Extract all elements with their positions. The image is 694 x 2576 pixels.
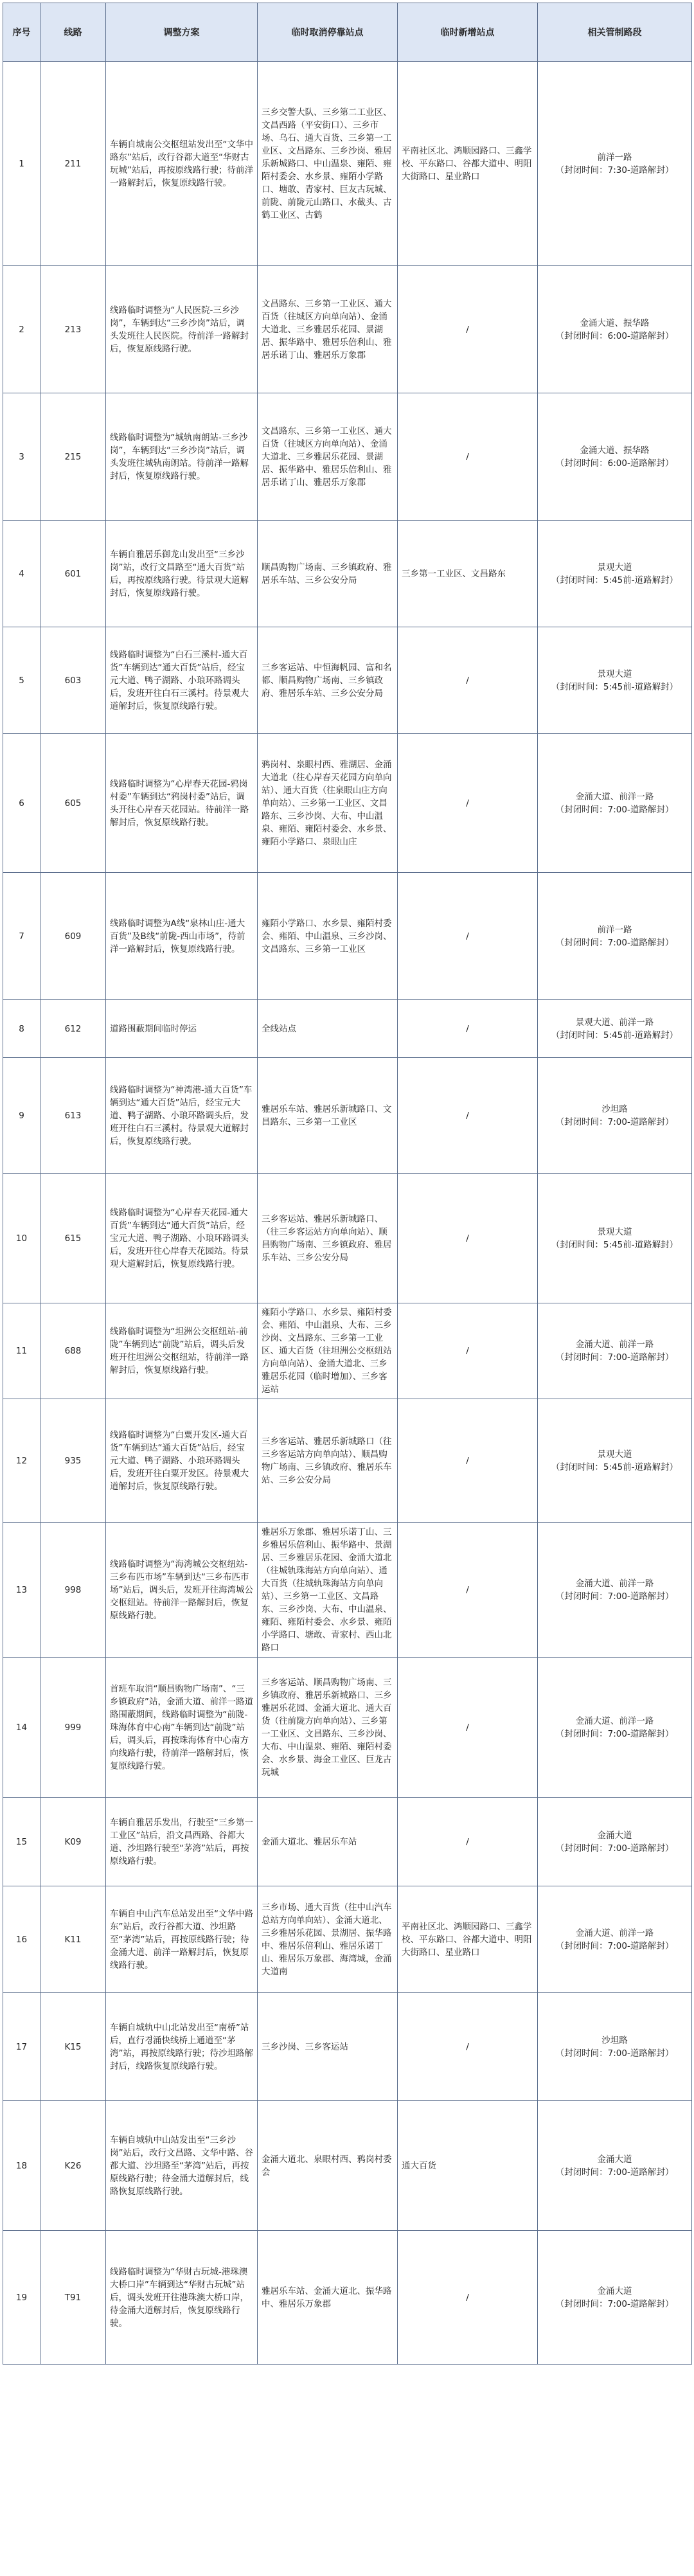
table-row — [3, 873, 692, 1000]
row-cancel-stops: 雅居乐万象郡、雅居乐诺丁山、三乡雅居乐倍利山、振华路中、景湖居、三乡雅居乐花园、金涌大道北（往城轨珠海站方向单向站）、通大百货（往城轨珠海站方向单向站）、三乡第一工业区、文昌路东、三乡沙岗、大布、中山温泉、雍陌、雍陌村委会、水乡景、雍陌小学路口、塘敢、青家村、西山北路口 — [258, 1523, 398, 1658]
control-road: 景观大道、前洋一路 — [575, 1017, 654, 1028]
table-row — [3, 62, 692, 266]
row-no: 15 — [3, 1798, 40, 1886]
row-line: 615 — [40, 1174, 106, 1303]
row-plan: 线路临时调整为A线“泉林山庄-通大百货”及B线“前陇-西山市场”，待前洋一路解封后，恢复原线路行驶。 — [106, 873, 258, 1000]
control-time: （封闭时间：7:00-道路解封） — [555, 2298, 674, 2309]
row-new-stops: / — [398, 1303, 538, 1399]
row-cancel-stops: 顺昌购物广场南、三乡镇政府、雅居乐车站、三乡公安分局 — [258, 521, 398, 627]
table-row — [3, 1058, 692, 1174]
row-control-section — [538, 627, 692, 734]
control-road: 金涌大道、前洋一路 — [575, 791, 654, 802]
control-time: （封闭时间：5:45前-道路解封） — [551, 1030, 679, 1041]
row-new-stops: / — [398, 1174, 538, 1303]
row-no: 17 — [3, 1993, 40, 2101]
row-line: 688 — [40, 1303, 106, 1399]
row-control-section — [538, 873, 692, 1000]
row-line: 603 — [40, 627, 106, 734]
table-row — [3, 2101, 692, 2231]
control-road: 景观大道 — [597, 1449, 632, 1460]
row-plan: 车辆自雅居乐发出，行驶至“三乡第一工业区”站后，沿文昌西路、谷都大道、沙坦路行驶至“茅湾”站后，再按原线路行驶。 — [106, 1798, 258, 1886]
control-road: 金涌大道、前洋一路 — [575, 1715, 654, 1726]
row-plan: 车辆自城南公交枢纽站发出至“文华中路东”站后，改行谷都大道至“华财古玩城”站后，再按原线路行驶；待前洋一路解封后，恢复原线路行驶。 — [106, 62, 258, 266]
control-time: （封闭时间：6:00-道路解封） — [555, 330, 674, 341]
row-new-stops: / — [398, 1798, 538, 1886]
control-road: 景观大道 — [597, 562, 632, 573]
control-time: （封闭时间：5:45前-道路解封） — [551, 681, 679, 692]
row-cancel-stops: 三乡沙岗、三乡客运站 — [258, 1993, 398, 2101]
control-road: 前洋一路 — [597, 152, 632, 163]
row-new-stops: / — [398, 1058, 538, 1174]
control-road: 沙坦路 — [601, 1104, 628, 1114]
row-cancel-stops: 三乡市场、通大百货（往中山汽车总站方向单向站）、金涌大道北、三乡雅居乐花园、景湖居、振华路中、雅居乐倍利山、雅居乐诺丁山、雅居乐万象郡、海湾城，金涌大道南 — [258, 1886, 398, 1993]
row-plan: 道路围蔽期间临时停运 — [106, 1000, 258, 1058]
row-line: K15 — [40, 1993, 106, 2101]
row-new-stops: / — [398, 1993, 538, 2101]
row-no: 11 — [3, 1303, 40, 1399]
row-control-section — [538, 393, 692, 521]
control-road: 金涌大道 — [597, 2154, 632, 2165]
control-road: 金涌大道、前洋一路 — [575, 1339, 654, 1350]
row-line: K09 — [40, 1798, 106, 1886]
control-time: （封闭时间：7:30-道路解封） — [555, 165, 674, 175]
control-time: （封闭时间：7:00-道路解封） — [555, 1591, 674, 1602]
table-row — [3, 1174, 692, 1303]
control-time: （封闭时间：7:00-道路解封） — [555, 1843, 674, 1854]
control-time: （封闭时间：5:45前-道路解封） — [551, 1462, 679, 1472]
row-control-section — [538, 1523, 692, 1658]
row-line: 601 — [40, 521, 106, 627]
row-line: 211 — [40, 62, 106, 266]
row-cancel-stops: 雍陌小学路口、水乡景、雍陌村委会、雍陌、中山温泉、三乡沙岗、文昌路东、三乡第一工业区 — [258, 873, 398, 1000]
row-no: 4 — [3, 521, 40, 627]
row-cancel-stops: 文昌路东、三乡第一工业区、通大百货（往城区方向单向站）、金涌大道北、三乡雅居乐花园、景湖居、振华路中、雅居乐倍利山、雅居乐诺丁山、雅居乐万象郡 — [258, 393, 398, 521]
table-row — [3, 521, 692, 627]
row-cancel-stops: 雅居乐车站、雅居乐新城路口、文昌路东、三乡第一工业区 — [258, 1058, 398, 1174]
row-cancel-stops: 全线站点 — [258, 1000, 398, 1058]
header-line: 线路 — [40, 3, 106, 62]
table-row — [3, 1993, 692, 2101]
table-row — [3, 627, 692, 734]
row-plan: 线路临时调整为“神湾港-通大百货”车辆到达“通大百货”站后，经宝元大道、鸭子湖路、小琅环路调头后，发班开往白石三溪村。待景观大道解封后，恢复原线路行驶。 — [106, 1058, 258, 1174]
row-control-section — [538, 1798, 692, 1886]
row-line: 605 — [40, 734, 106, 873]
row-no: 13 — [3, 1523, 40, 1658]
control-road: 景观大道 — [597, 1226, 632, 1237]
row-no: 18 — [3, 2101, 40, 2231]
table-row — [3, 734, 692, 873]
row-plan: 车辆自中山汽车总站发出至“文华中路东”站后，改行谷都大道、沙坦路至“茅湾”站后，再按原线路行驶；待金涌大道、前洋一路解封后，恢复原线路行驶。 — [106, 1886, 258, 1993]
control-road: 金涌大道、前洋一路 — [575, 1578, 654, 1589]
table-row — [3, 1000, 692, 1058]
row-plan: 线路临时调整为“白粟开发区-通大百货”车辆到达“通大百货”站后，经宝元大道、鸭子湖路、小琅环路调头后，发班开往白粟开发区。待景观大道解封后，恢复原线路行驶。 — [106, 1399, 258, 1523]
control-time: （封闭时间：5:45前-道路解封） — [551, 1239, 679, 1250]
table-row — [3, 1399, 692, 1523]
header-new-stops: 临时新增站点 — [398, 3, 538, 62]
control-time: （封闭时间：7:00-道路解封） — [555, 1116, 674, 1127]
row-new-stops: / — [398, 873, 538, 1000]
row-control-section — [538, 1399, 692, 1523]
control-road: 前洋一路 — [597, 924, 632, 935]
control-time: （封闭时间：7:00-道路解封） — [555, 2167, 674, 2178]
header-control-section: 相关管制路段 — [538, 3, 692, 62]
header-cancel-stops: 临时取消停靠站点 — [258, 3, 398, 62]
row-line: 935 — [40, 1399, 106, 1523]
table-row — [3, 393, 692, 521]
row-plan: 线路临时调整为“坦洲公交枢纽站-前陇”车辆到达“前陇”站后，调头后发班开往坦洲公交枢纽站，待前洋一路解封后，恢复原线路行驶。 — [106, 1303, 258, 1399]
control-road: 金涌大道 — [597, 2285, 632, 2296]
row-new-stops: 平南社区北、鸿顺园路口、三鑫学校、平东路口、谷都大道中、明阳大街路口、星业路口 — [398, 1886, 538, 1993]
row-line: K11 — [40, 1886, 106, 1993]
row-control-section — [538, 266, 692, 393]
control-time: （封闭时间：7:00-道路解封） — [555, 1728, 674, 1739]
row-new-stops: / — [398, 266, 538, 393]
bus-route-adjustment-table — [3, 3, 692, 2365]
row-control-section — [538, 1658, 692, 1798]
row-no: 12 — [3, 1399, 40, 1523]
row-cancel-stops: 文昌路东、三乡第一工业区、通大百货（往城区方向单向站）、金涌大道北、三乡雅居乐花园、景湖居、振华路中、雅居乐倍利山、雅居乐诺丁山、雅居乐万象郡 — [258, 266, 398, 393]
row-control-section — [538, 1303, 692, 1399]
row-plan: 线路临时调整为“华财古玩城-港珠澳大桥口岸”车辆到达“华财古玩城”站后，调头发班开往港珠澳大桥口岸，待金涌大道解封后，恢复原线路行驶。 — [106, 2231, 258, 2365]
control-time: （封闭时间：7:00-道路解封） — [555, 804, 674, 815]
row-cancel-stops: 三乡交警大队、三乡第二工业区、文昌西路（平安街口）、三乡市场、乌石、通大百货、三乡第一工业区、文昌路东、三乡沙岗、雅居乐新城路口、中山温泉、雍陌、雍陌村委会、水乡景、雍陌小学路口、塘敢、青家村、巨友古玩城、前陇、前陇元山路口、水截头、古鹤工业区、古鹤 — [258, 62, 398, 266]
row-cancel-stops: 三乡客运站、雅居乐新城路口、（往三乡客运站方向单向站）、顺昌购物广场南、三乡镇政府、雅居乐车站、三乡公安分局 — [258, 1174, 398, 1303]
header-no: 序号 — [3, 3, 40, 62]
row-cancel-stops: 金涌大道北、雅居乐车站 — [258, 1798, 398, 1886]
row-line: T91 — [40, 2231, 106, 2365]
control-time: （封闭时间：7:00-道路解封） — [555, 1940, 674, 1951]
row-control-section — [538, 1058, 692, 1174]
row-plan: 线路临时调整为“心岸春天花园-通大百货”车辆到达“通大百货”站后，经宝元大道、鸭子湖路、小琅环路调头后，发班开往心岸春天花园站。待景观大道解封后，恢复原线路行驶。 — [106, 1174, 258, 1303]
control-time: （封闭时间：5:45前-道路解封） — [551, 575, 679, 586]
table-row — [3, 2231, 692, 2365]
row-new-stops: / — [398, 734, 538, 873]
control-road: 沙坦路 — [601, 2035, 628, 2046]
row-no: 10 — [3, 1174, 40, 1303]
control-road: 金涌大道、前洋一路 — [575, 1928, 654, 1938]
table-row — [3, 1658, 692, 1798]
row-line: 213 — [40, 266, 106, 393]
row-new-stops: / — [398, 393, 538, 521]
table-row — [3, 1886, 692, 1993]
row-cancel-stops: 鸦岗村、泉眼村西、雅湖居、金涌大道北（往心岸春天花园方向单向站）、通大百货（往泉眼山庄方向单向站）、三乡第一工业区、文昌路东、三乡沙岗、大布、中山温泉、雍陌、雍陌村委会、水乡景、雍陌小学路口、泉眼山庄 — [258, 734, 398, 873]
row-cancel-stops: 雅居乐车站、金涌大道北、振华路中、雅居乐万象郡 — [258, 2231, 398, 2365]
row-control-section — [538, 62, 692, 266]
row-plan: 车辆自城轨中山北站发出至“南桥”站后，直行경涌快线桥上通道至“茅湾”站，再按原线路行驶；待沙坦路解封后，线路恢复原线路行驶。 — [106, 1993, 258, 2101]
table-row — [3, 1523, 692, 1658]
row-line: 613 — [40, 1058, 106, 1174]
control-road: 金涌大道 — [597, 1830, 632, 1841]
row-control-section — [538, 734, 692, 873]
row-plan: 线路临时调整为“白石三溪村-通大百货”车辆到达“通大百货”站后，经宝元大道、鸭子湖路、小琅环路调头后，发班开往白石三溪村。待景观大道解封后，恢复原线路行驶。 — [106, 627, 258, 734]
row-line: 999 — [40, 1658, 106, 1798]
row-control-section — [538, 1993, 692, 2101]
row-line: 609 — [40, 873, 106, 1000]
row-new-stops: / — [398, 1523, 538, 1658]
control-time: （封闭时间：6:00-道路解封） — [555, 458, 674, 469]
row-no: 7 — [3, 873, 40, 1000]
row-new-stops: 平南社区北、鸿顺园路口、三鑫学校、平东路口、谷都大道中、明阳大街路口、星业路口 — [398, 62, 538, 266]
row-new-stops: / — [398, 1000, 538, 1058]
row-plan: 首班车取消“顺昌购物广场南”、“三乡镇政府”站，金涌大道、前洋一路道路围蔽期间，线路临时调整为“前陇-珠海体育中心南”车辆到达“前陇”站后，调头后，再按珠海体育中心南方向线路行驶，待前洋一路解封后，恢复原线路行驶。 — [106, 1658, 258, 1798]
row-no: 2 — [3, 266, 40, 393]
row-new-stops: / — [398, 1399, 538, 1523]
control-road: 景观大道 — [597, 668, 632, 679]
row-plan: 车辆自雅居乐御龙山发出至“三乡沙岗”站，改行文昌路至“通大百货”站后，再按原线路行驶。待景观大道解封后，恢复原线路行驶。 — [106, 521, 258, 627]
row-new-stops: / — [398, 627, 538, 734]
row-plan: 线路临时调整为“城轨南朗站-三乡沙岗”，车辆到达“三乡沙岗”站后，调头发班往城轨南朗站。待前洋一路解封后，恢复原线路行驶。 — [106, 393, 258, 521]
table-row — [3, 266, 692, 393]
row-control-section — [538, 521, 692, 627]
row-new-stops: / — [398, 2231, 538, 2365]
row-no: 5 — [3, 627, 40, 734]
table-body — [3, 62, 692, 2365]
row-plan: 车辆自城轨中山站发出至“三乡沙岗”站后，改行文昌路、文华中路、谷都大道、沙坦路至“茅湾”站后，再按原线路行驶；待金涌大道解封后，线路恢复原线路行驶。 — [106, 2101, 258, 2231]
row-cancel-stops: 三乡客运站、顺昌购物广场南、三乡镇政府、雅居乐新城路口、三乡雅居乐花园、金涌大道北、通大百货（往前陇方向单向站）、三乡第一工业区、文昌路东、三乡沙岗、大布、中山温泉、雍陌、雍陌村委会、水乡景、海金工业区、巨龙古玩城 — [258, 1658, 398, 1798]
row-new-stops: 通大百货 — [398, 2101, 538, 2231]
table-header-row — [3, 3, 692, 62]
row-control-section — [538, 1886, 692, 1993]
row-plan: 线路临时调整为“心岸春天花园-鸦岗村委”车辆到达“鸦岗村委”站后，调头开往心岸春天花园站。待前洋一路解封后，恢复原线路行驶。 — [106, 734, 258, 873]
row-no: 19 — [3, 2231, 40, 2365]
row-control-section — [538, 2231, 692, 2365]
row-cancel-stops: 雍陌小学路口、水乡景、雍陌村委会、雍陌、中山温泉、大布、三乡沙岗、文昌路东、三乡第一工业区、通大百货（往坦洲公交枢纽站方向单向站）、金涌大道北、三乡雅居乐花园（临时增加）、三乡客运站 — [258, 1303, 398, 1399]
row-no: 8 — [3, 1000, 40, 1058]
row-plan: 线路临时调整为“人民医院-三乡沙岗”，车辆到达“三乡沙岗”站后，调头发班往人民医院。待前洋一路解封后，恢复原线路行驶。 — [106, 266, 258, 393]
row-cancel-stops: 三乡客运站、雅居乐新城路口（往三乡客运站方向单向站）、顺昌购物广场南、三乡镇政府、雅居乐车站、三乡公安分局 — [258, 1399, 398, 1523]
row-no: 9 — [3, 1058, 40, 1174]
table-row — [3, 1798, 692, 1886]
table-row — [3, 1303, 692, 1399]
row-cancel-stops: 三乡客运站、中恒海帆园、富和名都、顺昌购物广场南、三乡镇政府、雅居乐车站、三乡公安分局 — [258, 627, 398, 734]
row-control-section — [538, 1174, 692, 1303]
row-line: 612 — [40, 1000, 106, 1058]
row-control-section — [538, 2101, 692, 2231]
control-time: （封闭时间：7:00-道路解封） — [555, 937, 674, 948]
row-no: 6 — [3, 734, 40, 873]
row-no: 1 — [3, 62, 40, 266]
row-new-stops: / — [398, 1658, 538, 1798]
row-line: 215 — [40, 393, 106, 521]
control-road: 金涌大道、振华路 — [580, 318, 650, 328]
control-time: （封闭时间：7:00-道路解封） — [555, 2048, 674, 2059]
control-road: 金涌大道、振华路 — [580, 445, 650, 456]
row-control-section — [538, 1000, 692, 1058]
row-cancel-stops: 金涌大道北、泉眼村西、鸦岗村委会 — [258, 2101, 398, 2231]
control-time: （封闭时间：7:00-道路解封） — [555, 1352, 674, 1363]
row-line: K26 — [40, 2101, 106, 2231]
row-line: 998 — [40, 1523, 106, 1658]
row-no: 3 — [3, 393, 40, 521]
row-no: 16 — [3, 1886, 40, 1993]
row-plan: 线路临时调整为“海湾城公交枢纽站-三乡布匹市场”车辆到达“三乡布匹市场”站后，调头后，发班开往海湾城公交枢纽站。待前洋一路解封后，恢复原线路行驶。 — [106, 1523, 258, 1658]
row-no: 14 — [3, 1658, 40, 1798]
row-new-stops: 三乡第一工业区、文昌路东 — [398, 521, 538, 627]
header-plan: 调整方案 — [106, 3, 258, 62]
